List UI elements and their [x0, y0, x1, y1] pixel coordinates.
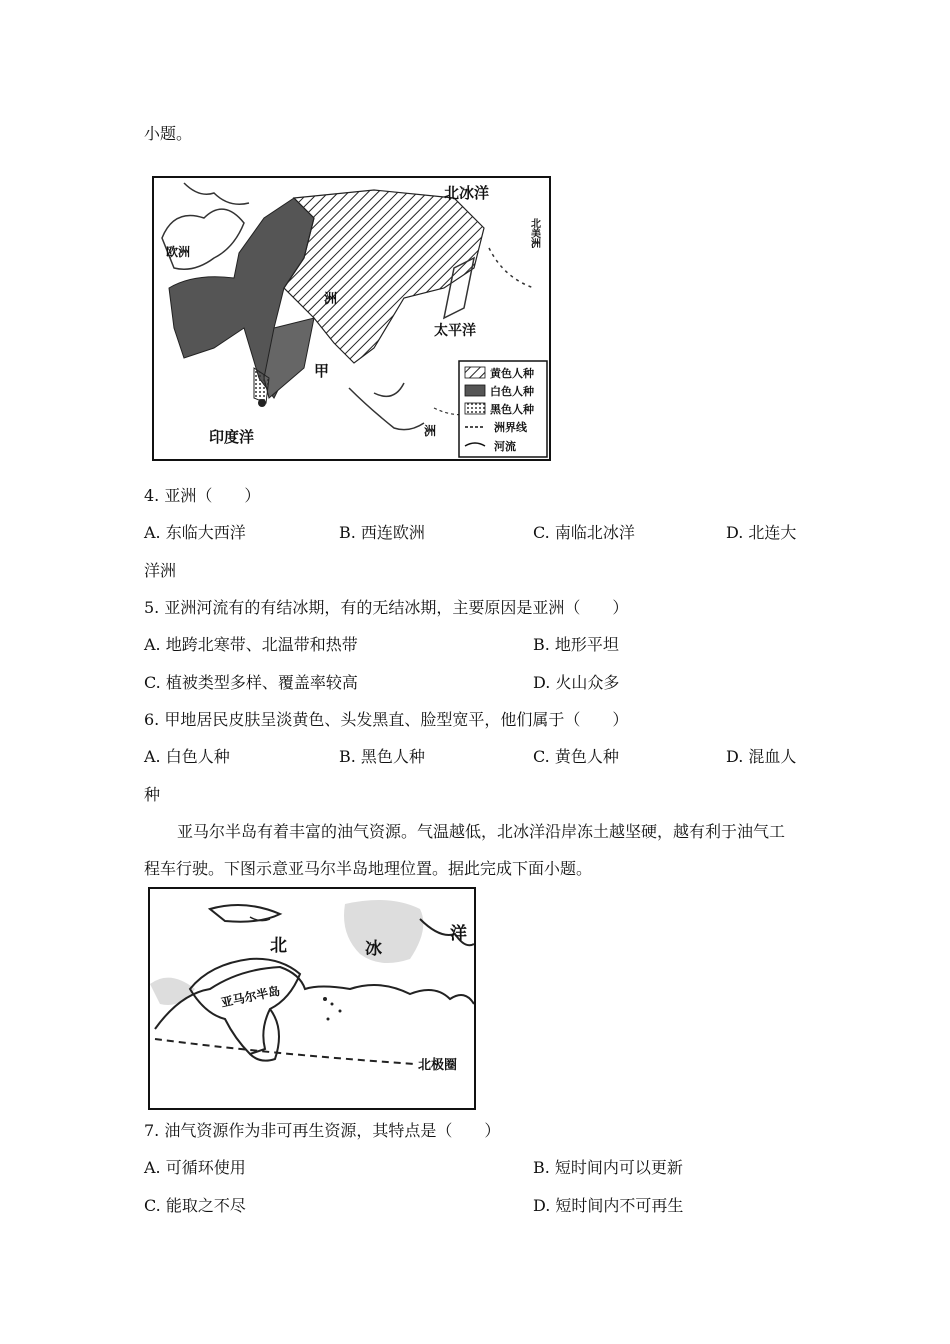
asia-race-map — [152, 176, 551, 461]
q5-option-b[interactable]: B. 地形平坦 — [533, 635, 619, 654]
label-bei: 北 — [270, 936, 287, 956]
q4-stem: 4. 亚洲（ ） — [144, 486, 261, 505]
map-legend — [459, 361, 547, 457]
q5-option-c[interactable]: C. 植被类型多样、覆盖率较高 — [144, 673, 358, 692]
q6-stem: 6. 甲地居民皮肤呈淡黄色、头发黑直、脸型宽平，他们属于（ ） — [144, 710, 629, 729]
q4-option-d-cont: 洋洲 — [144, 561, 177, 580]
q7-option-d[interactable]: D. 短时间内不可再生 — [533, 1196, 684, 1215]
arctic-circle-line — [155, 1039, 415, 1064]
q6-option-a[interactable]: A. 白色人种 — [144, 747, 230, 766]
q5-option-a[interactable]: A. 地跨北寒带、北温带和热带 — [144, 635, 358, 654]
label-arctic-circle: 北极圈 — [418, 1058, 458, 1073]
q4-option-c[interactable]: C. 南临北冰洋 — [533, 523, 635, 542]
q4-option-b[interactable]: B. 西连欧洲 — [339, 523, 425, 542]
q7-option-a[interactable]: A. 可循环使用 — [144, 1158, 246, 1177]
label-yang: 洋 — [450, 924, 467, 944]
legend-black: 黑色人种 — [490, 403, 534, 416]
legend-river: 河流 — [494, 440, 516, 453]
q4-option-a[interactable]: A. 东临大西洋 — [144, 523, 246, 542]
q6-option-d[interactable]: D. 混血人 — [726, 747, 797, 766]
q7-stem: 7. 油气资源作为非可再生资源，其特点是（ ） — [144, 1121, 501, 1140]
yamal-peninsula-map — [148, 887, 476, 1110]
passage-line-1: 亚马尔半岛有着丰富的油气资源。气温越低，北冰洋沿岸冻土越坚硬，越有利于油气工 — [177, 822, 786, 841]
passage-line-2: 程车行驶。下图示意亚马尔半岛地理位置。据此完成下面小题。 — [144, 859, 593, 878]
q4-option-d[interactable]: D. 北连大 — [726, 523, 797, 542]
label-jia: 甲 — [314, 362, 330, 380]
intro-tail: 小题。 — [144, 124, 193, 143]
label-arctic: 北冰洋 — [444, 184, 490, 202]
q6-option-d-cont: 种 — [144, 785, 161, 804]
label-oceania: 洲 — [424, 424, 437, 438]
label-europe: 欧洲 — [166, 245, 191, 259]
label-bing: 冰 — [365, 939, 382, 959]
legend-boundary: 洲界线 — [494, 421, 527, 434]
q7-option-c[interactable]: C. 能取之不尽 — [144, 1196, 246, 1215]
q6-option-c[interactable]: C. 黄色人种 — [533, 747, 619, 766]
label-north-america: 北美洲 — [528, 218, 540, 248]
label-yamal: 亚马尔半岛 — [219, 983, 282, 1010]
legend-yellow: 黄色人种 — [490, 367, 534, 380]
europe-outline — [162, 209, 244, 269]
q6-option-b[interactable]: B. 黑色人种 — [339, 747, 425, 766]
q7-option-b[interactable]: B. 短时间内可以更新 — [533, 1158, 683, 1177]
q5-stem: 5. 亚洲河流有的有结冰期，有的无结冰期，主要原因是亚洲（ ） — [144, 598, 629, 617]
label-pacific: 太平洋 — [434, 323, 476, 339]
q5-option-d[interactable]: D. 火山众多 — [533, 673, 620, 692]
label-asia: 洲 — [324, 292, 338, 307]
legend-white: 白色人种 — [490, 385, 534, 398]
label-indian: 印度洋 — [209, 428, 255, 446]
